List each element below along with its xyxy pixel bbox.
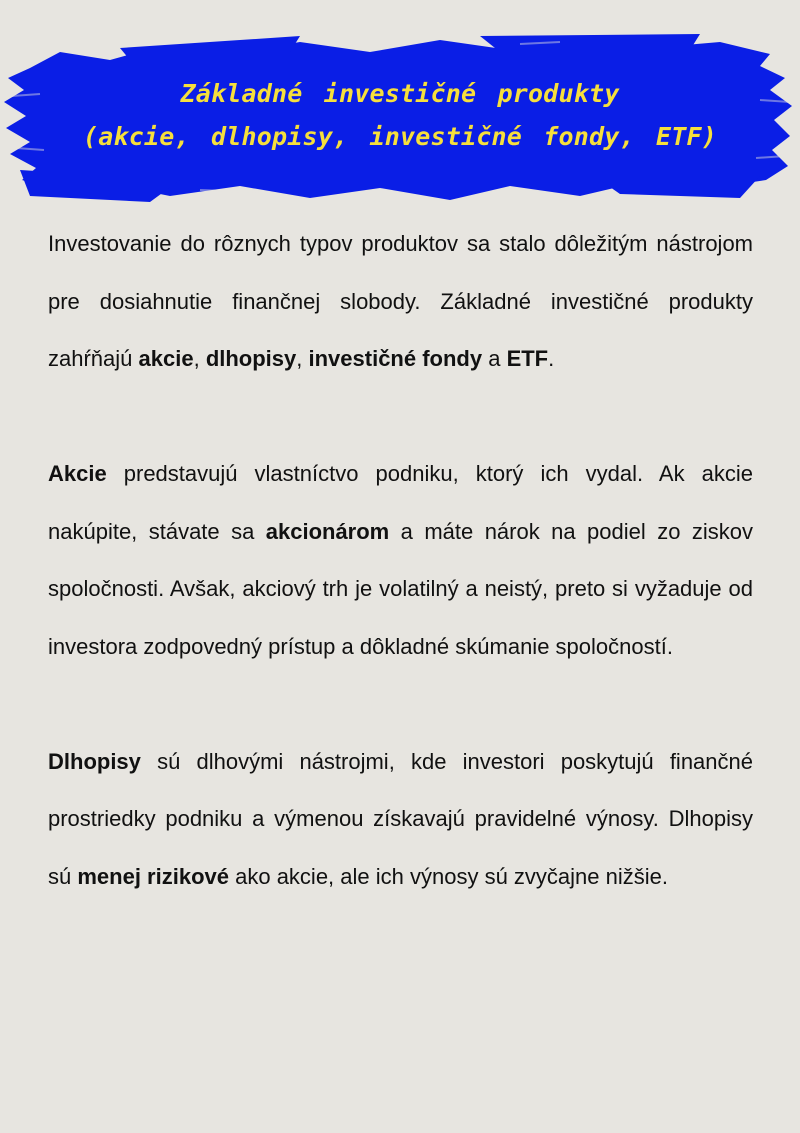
paragraph-intro [48, 215, 753, 388]
text: sú dlhovými nástrojmi, kde investori poskytujú finančné prostriedky podniku a výmenou získavajú pravidelné výnosy. Dlhopisy sú [48, 748, 753, 889]
text: ako akcie, ale ich výnosy sú zvyčajne nižšie. [229, 863, 668, 889]
term-menej-rizikove: menej rizikové [77, 863, 229, 889]
paragraph-dlhopisy [48, 733, 753, 906]
term-akcie: akcie [138, 346, 194, 371]
paragraph-akcie [48, 445, 753, 675]
term-akcie-heading: Akcie [48, 461, 107, 486]
text: Investovanie do rôznych typov produktov sa stalo dôležitým nástrojom pre dosiahnutie finančnej slobody. Základné investičné produkty zahŕňajú [48, 231, 753, 371]
title-banner [0, 30, 800, 205]
page-title [0, 72, 800, 158]
title-line-1: Základné investičné produkty [180, 79, 620, 108]
term-investicne-fondy: investičné fondy [308, 346, 483, 371]
text: . [548, 346, 555, 371]
term-dlhopisy: dlhopisy [205, 346, 297, 371]
text: predstavujú vlastníctvo podniku, ktorý ich vydal. Ak akcie nakúpite, stávate sa [48, 461, 753, 544]
text: a [482, 346, 507, 371]
text: , [193, 346, 206, 371]
article-body [48, 215, 753, 963]
text: a máte nárok na podiel zo ziskov spoločnosti. Avšak, akciový trh je volatilný a neistý, preto si vyžaduje od investora zodpovedný prístup a dôkladné skúmanie spoločností. [48, 518, 753, 659]
title-line-2: (akcie, dlhopisy, investičné fondy, ETF) [82, 122, 718, 151]
term-etf: ETF [506, 346, 549, 371]
term-dlhopisy-heading: Dlhopisy [48, 748, 141, 774]
term-akcionarom: akcionárom [265, 518, 390, 544]
text: , [296, 346, 309, 371]
